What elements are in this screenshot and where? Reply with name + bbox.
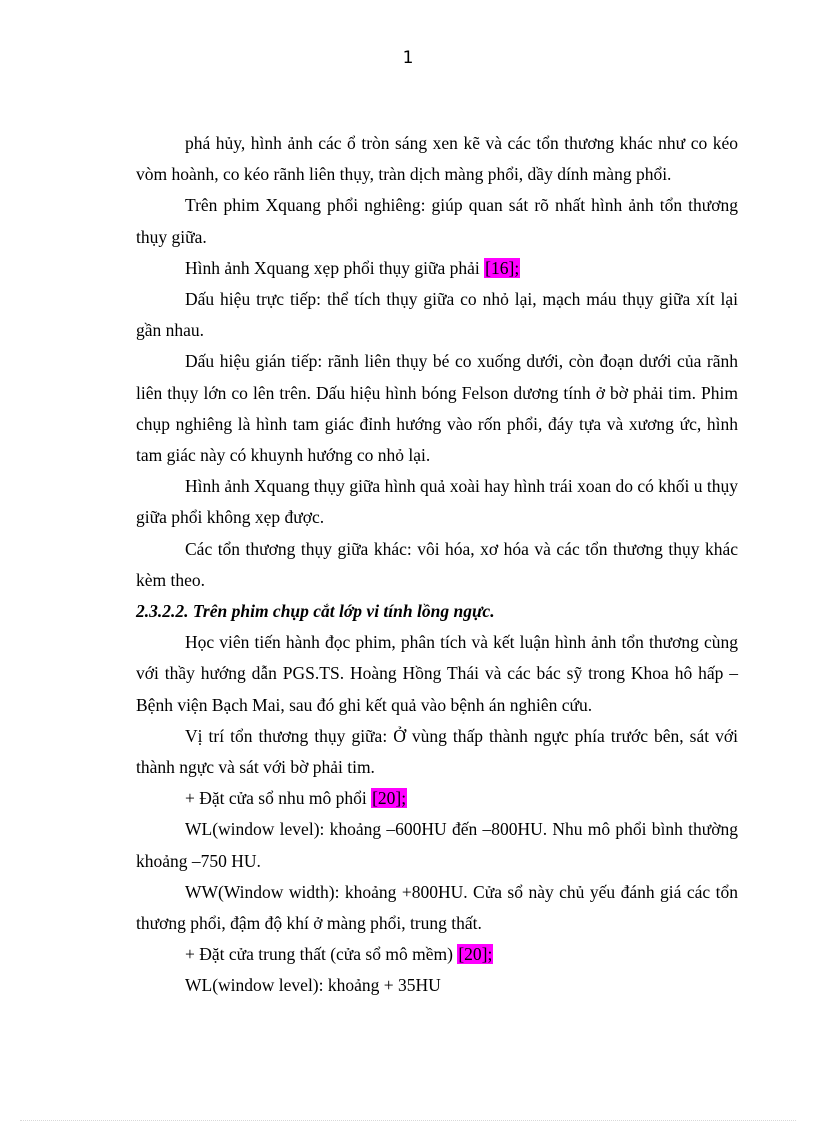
paragraph: Trên phim Xquang phổi nghiêng: giúp quan sát rõ nhất hình ảnh tổn thương thụy giữa. <box>136 195 738 247</box>
citation-highlight: [20]; <box>458 944 493 965</box>
paragraph: WL(window level): khoảng + 35HU <box>185 975 441 996</box>
document-body <box>136 128 738 1002</box>
paragraph <box>136 939 738 970</box>
paragraph: Học viên tiến hành đọc phim, phân tích và kết luận hình ảnh tổn thương cùng với thầy hướng dẫn PGS.TS. Hoàng Hồng Thái và các bác sỹ trong Khoa hô hấp – Bệnh viện Bạch Mai, sau đó ghi kết quả vào bệnh án nghiên cứu. <box>136 632 738 715</box>
paragraph-text: + Đặt cửa sổ nhu mô phổi <box>185 788 372 809</box>
paragraph <box>136 783 738 814</box>
citation-highlight: [16]; <box>485 257 520 278</box>
paragraph: WL(window level): khoảng –600HU đến –800HU. Nhu mô phổi bình thường khoảng –750 HU. <box>136 819 738 871</box>
page-bottom-divider <box>20 1120 796 1121</box>
citation-highlight: [20]; <box>372 788 407 809</box>
paragraph: Dấu hiệu gián tiếp: rãnh liên thụy bé co xuống dưới, còn đoạn dưới của rãnh liên thụy lớn co lên trên. Dấu hiệu hình bóng Felson dương tính ở bờ phải tim. Phim chụp nghiêng là hình tam giác đỉnh hướng vào rốn phổi, đáy tựa và xương ức, hình tam giác này có khuynh hướng co nhỏ lại. <box>136 351 738 466</box>
paragraph: phá hủy, hình ảnh các ổ tròn sáng xen kẽ và các tổn thương khác như co kéo vòm hoành, co kéo rãnh liên thụy, tràn dịch màng phổi, dầy dính màng phổi. <box>136 133 738 185</box>
paragraph-text: + Đặt cửa trung thất (cửa sổ mô mềm) <box>185 944 458 965</box>
paragraph-text: Hình ảnh Xquang xẹp phổi thụy giữa phải <box>185 257 485 278</box>
section-heading: 2.3.2.2. Trên phim chụp cắt lớp vi tính lồng ngực. <box>136 601 495 622</box>
page-number: 1 <box>402 48 414 68</box>
paragraph: WW(Window width): khoảng +800HU. Cửa sổ này chủ yếu đánh giá các tổn thương phổi, đậm độ khí ở màng phổi, trung thất. <box>136 881 738 934</box>
paragraph: Các tổn thương thụy giữa khác: vôi hóa, xơ hóa và các tổn thương thụy khác kèm theo. <box>136 538 738 590</box>
paragraph: Dấu hiệu trực tiếp: thể tích thụy giữa co nhỏ lại, mạch máu thụy giữa xít lại gần nhau. <box>136 289 738 341</box>
paragraph: Hình ảnh Xquang thụy giữa hình quả xoài hay hình trái xoan do có khối u thụy giữa phổi không xẹp được. <box>136 476 738 528</box>
paragraph: Vị trí tổn thương thụy giữa: Ở vùng thấp thành ngực phía trước bên, sát với thành ngực và sát với bờ phải tim. <box>136 725 738 778</box>
paragraph <box>136 253 738 284</box>
